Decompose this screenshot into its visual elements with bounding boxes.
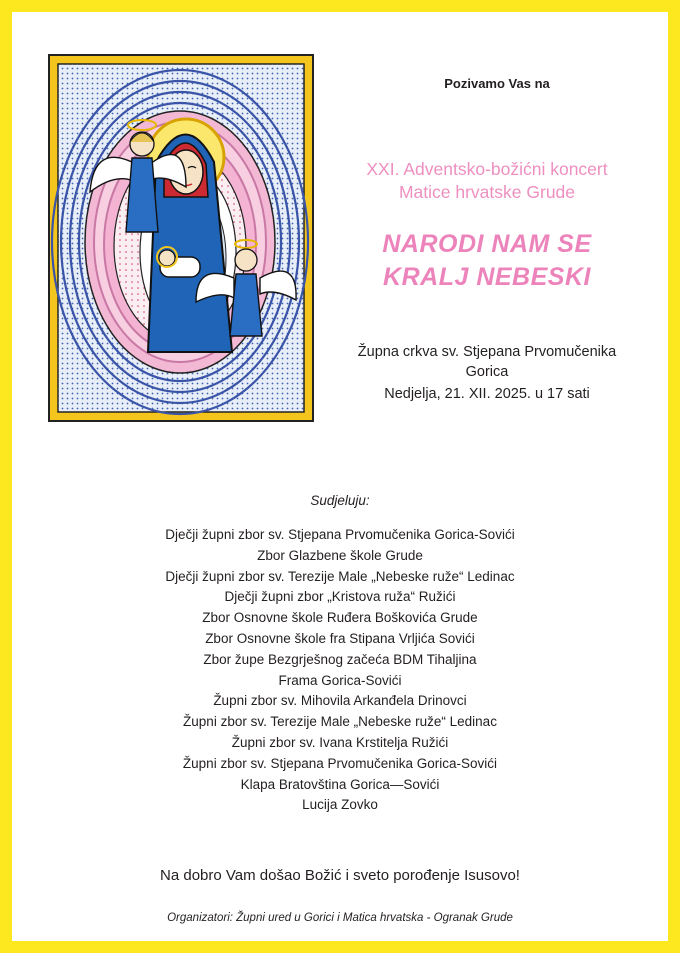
participant-item: Dječji župni zbor „Kristova ruža“ Ružići	[224, 589, 456, 605]
participant-item: Župni zbor sv. Mihovila Arkanđela Drinovci	[213, 693, 467, 709]
participants-list	[12, 525, 668, 816]
participant-item: Zbor Osnovne škole Ruđera Boškovića Grude	[202, 610, 478, 626]
event-datetime: Nedjelja, 21. XII. 2025. u 17 sati	[384, 386, 590, 402]
participant-item: Župni zbor sv. Ivana Krstitelja Ružići	[231, 734, 449, 750]
invitation-line: Pozivamo Vas na	[444, 76, 550, 91]
participant-item: Lucija Zovko	[302, 797, 378, 813]
participant-item: Župni zbor sv. Terezije Male „Nebeske ruže“ Ledinac	[183, 714, 497, 730]
participant-item: Zbor Osnovne škole fra Stipana Vrljića Sovići	[205, 630, 475, 646]
concert-title-line-1: XXI. Adventsko-božićni koncert	[366, 159, 608, 179]
participant-item: Zbor župe Bezgrješnog začeća BDM Tihaljina	[203, 651, 477, 667]
participant-item: Župni zbor sv. Stjepana Prvomučenika Gorica-Sovići	[182, 755, 498, 771]
participant-item: Dječji župni zbor sv. Terezije Male „Nebeske ruže“ Ledinac	[165, 568, 515, 584]
participant-item: Dječji župni zbor sv. Stjepana Prvomučenika Gorica-Sovići	[165, 527, 515, 542]
participant-item: Frama Gorica-Sovići	[278, 672, 402, 688]
participants-heading: Sudjeluju:	[310, 493, 370, 508]
concert-motto-line-2: KRALJ NEBESKI	[383, 263, 591, 291]
concert-title-line-2: Matice hrvatske Grude	[398, 182, 576, 202]
concert-motto	[324, 228, 650, 294]
concert-motto-line-1: NARODI NAM SE	[382, 230, 592, 258]
madonna-illustration	[46, 52, 316, 424]
venue-line-2: Gorica	[465, 364, 509, 380]
organizers-line: Organizatori: Župni ured u Gorici i Matica hrvatska - Ogranak Grude	[167, 912, 513, 924]
participant-item: Zbor Glazbene škole Grude	[257, 547, 423, 563]
christmas-greeting: Na dobro Vam došao Božić i sveto porođenje Isusovo!	[160, 867, 520, 884]
concert-title	[324, 158, 650, 204]
participant-item: Klapa Bratovština Gorica—Sovići	[240, 776, 440, 792]
venue-line-1: Župna crkva sv. Stjepana Prvomučenika	[357, 344, 617, 360]
event-venue	[324, 342, 650, 382]
